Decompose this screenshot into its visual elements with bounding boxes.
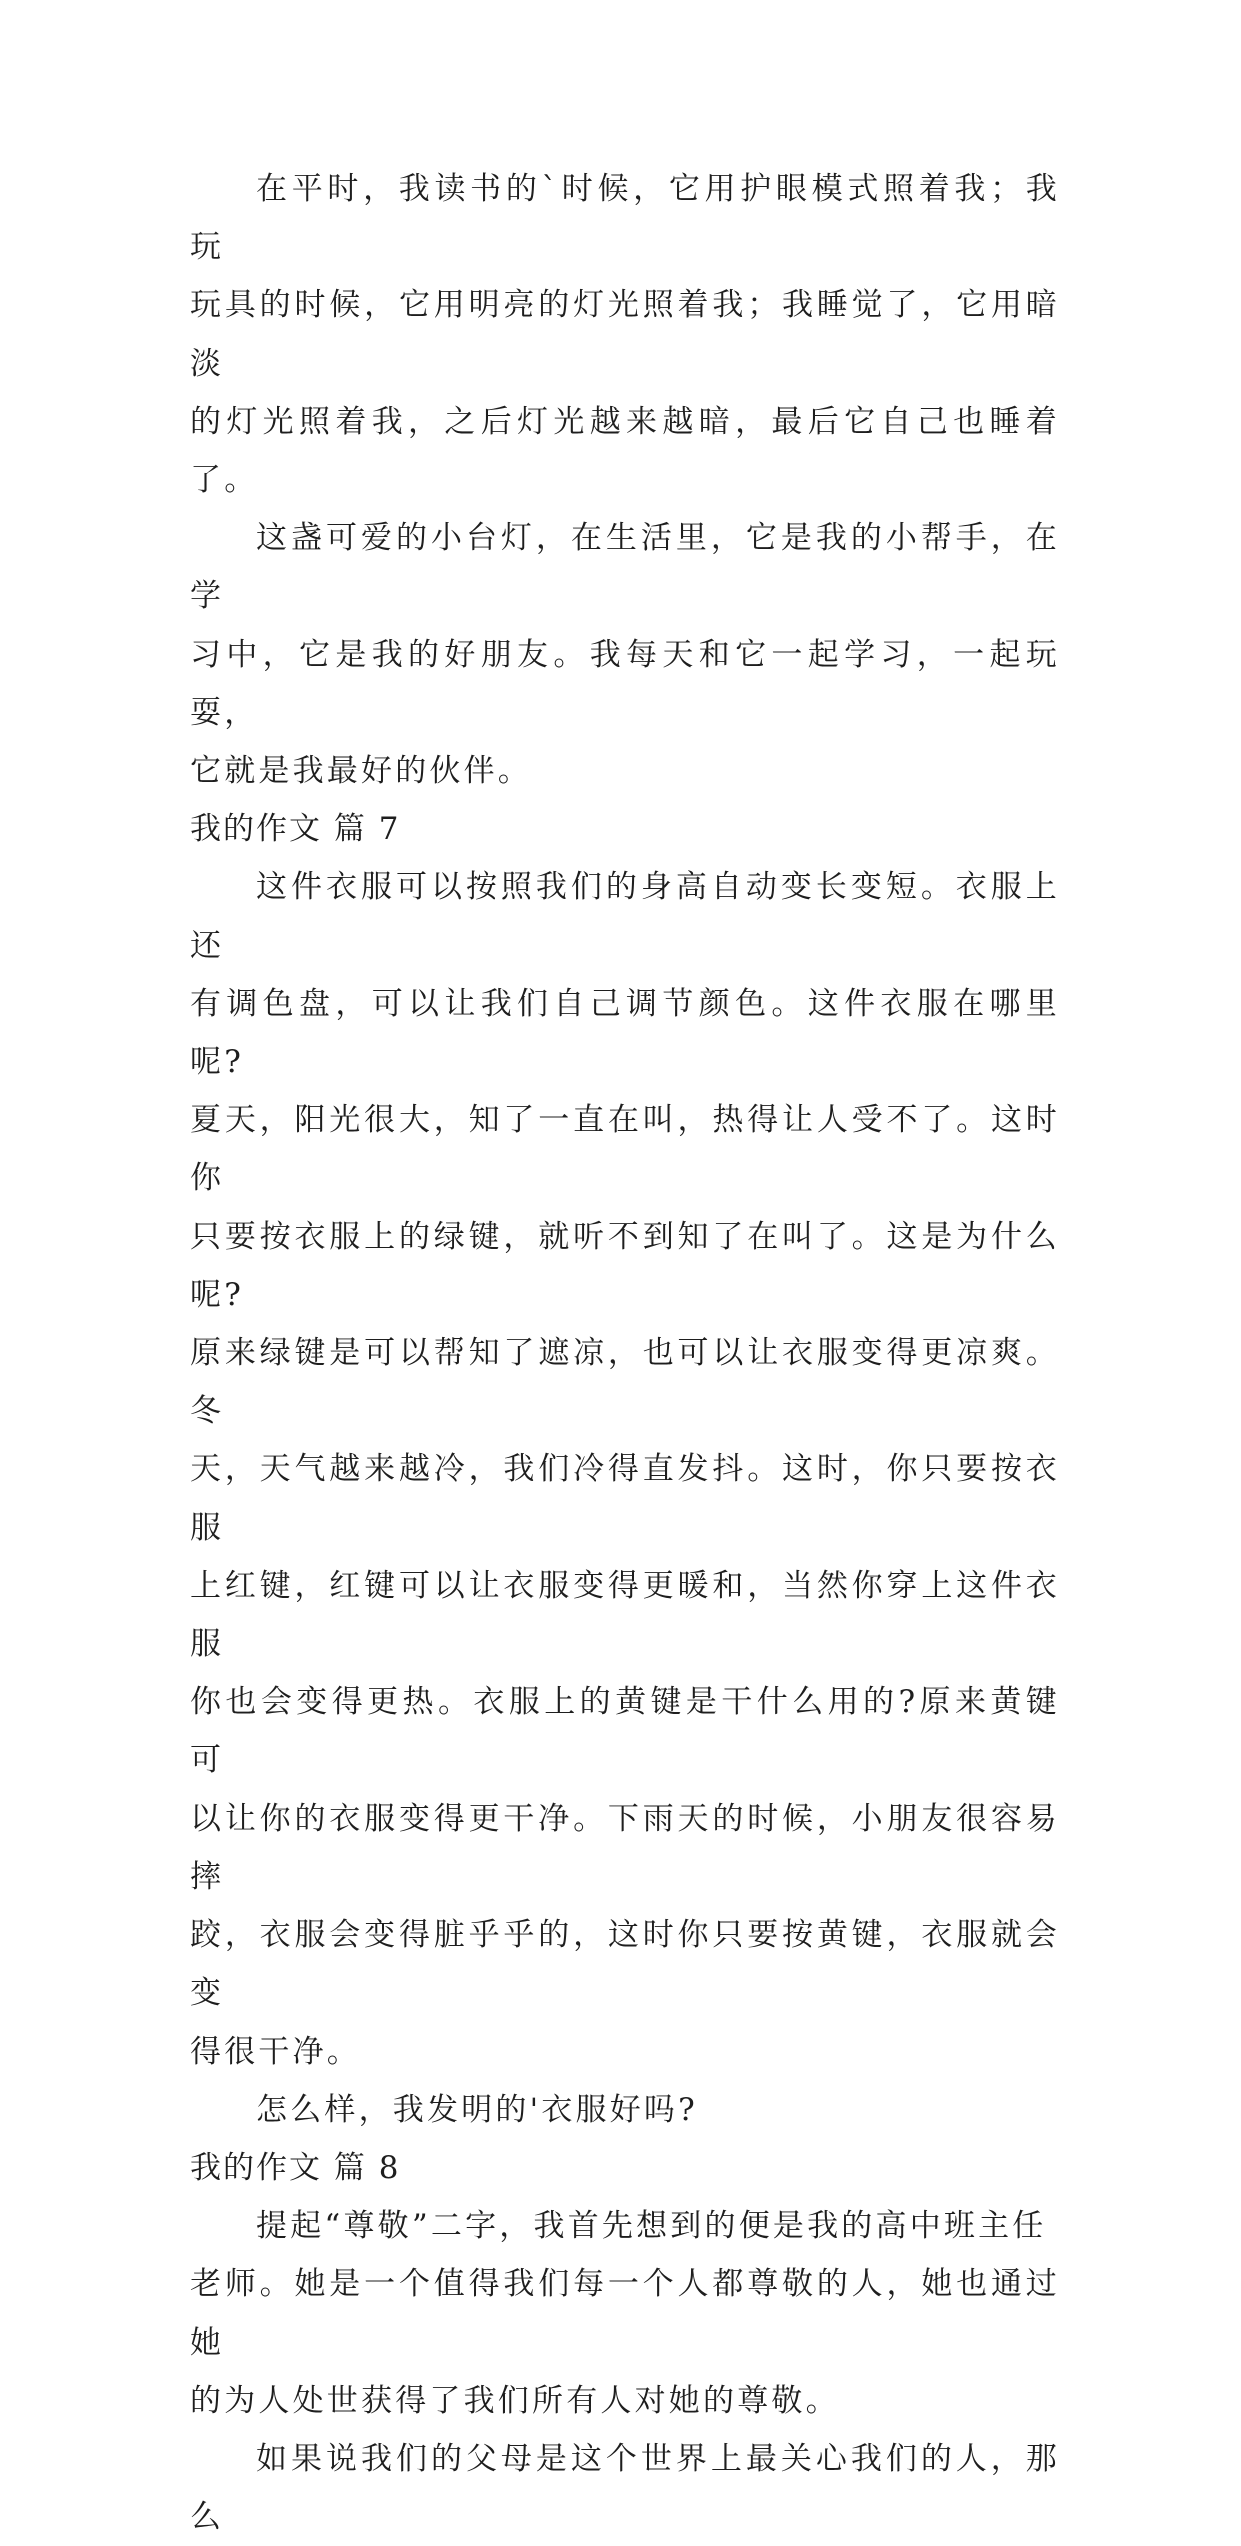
section-heading: 我的作文 篇 8 (190, 2149, 401, 2186)
document-page (190, 160, 1060, 2546)
paragraph: 如果说我们的父母是这个世界上最关心我们的人，那么 (190, 2440, 1060, 2536)
section-heading: 我的作文 篇 7 (190, 811, 401, 848)
paragraph: 在平时，我读书的`时候，它用护眼模式照着我；我玩 玩具的时候，它用明亮的灯光照着我；我睡觉了，它用暗淡 的灯光照着我，之后灯光越来越暗，最后它自己也睡着了。 (190, 171, 1060, 499)
paragraph: 这盏可爱的小台灯，在生活里，它是我的小帮手，在学 习中，它是我的好朋友。我每天和它一起学习，一起玩耍， 它就是我最好的伙伴。 (190, 520, 1060, 790)
paragraph: 提起“尊敬”二字，我首先想到的便是我的高中班主任 老师。她是一个值得我们每一个人都尊敬的人，她也通过她 的为人处世获得了我们所有人对她的尊敬。 (190, 2208, 1060, 2419)
paragraph: 怎么样，我发明的'衣服好吗? (256, 2091, 698, 2128)
paragraph: 这件衣服可以按照我们的身高自动变长变短。衣服上还 有调色盘，可以让我们自己调节颜色。这件衣服在哪里呢? 夏天，阳光很大，知了一直在叫，热得让人受不了。这时你 只要按衣服上的绿键，就听不到知了在叫了。这是为什么呢? 原来绿键是可以帮知了遮凉，也可以让衣服变得更凉爽。冬 天，天气越来越冷，我们冷得直发抖。这时，你只要按衣服 上红键，红键可以让衣服变得更暖和，当然你穿上这件衣服 你也会变得更热。衣服上的黄键是干什么用的?原来黄键可 以让你的衣服变得更干净。下雨天的时候，小朋友很容易摔 跤，衣服会变得脏乎乎的，这时你只要按黄键，衣服就会变 得很干净。 (190, 869, 1060, 2070)
